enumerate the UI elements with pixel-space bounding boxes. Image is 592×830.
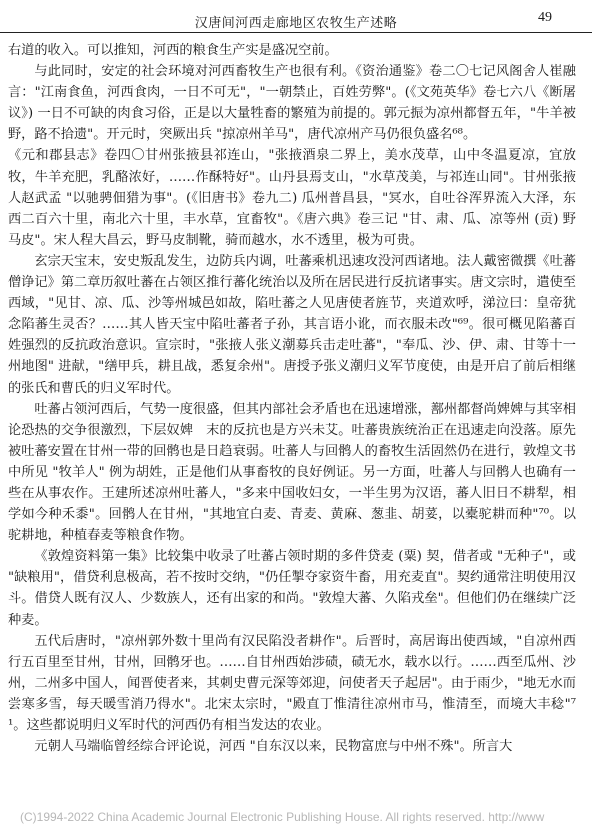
- paragraph-five-dynasties: 五代后唐时，"凉州郭外数十里尚有汉民陷没者耕作"。后晋时，高居诲出使西域，"自凉州西行五百里至甘州，甘州，回鹘牙也。……自甘州西始涉碛，碛无水，载水以行。……西至瓜州、沙州，二州多中国人，闻晋使者来，其刺史曹元深等郊迎，问使者天子起居"。由于雨少，"地无水而尝寒多雪，每天暖雪消乃得水"。北宋太宗时，"殿直丁惟清往凉州市马，惟清至，而境大丰稔"⁷¹。这些都说明归义军时代的河西仍有相当发达的农业。: [8, 633, 576, 733]
- page-number: 49: [538, 10, 552, 25]
- running-title: 汉唐间河西走廊地区农牧生产述略: [194, 16, 398, 31]
- paragraph-tibetan-decline: 吐蕃占领河西后，气势一度很盛，但其内部社会矛盾也在迅速增涨，鄯州都督尚婢婢与其宰相论恐热的交争很激烈，下层奴婢 末的反抗也是方兴未艾。吐蕃贵族统治正在迅速走向没落。原先被吐蕃安置在甘州一带的回鹘也是日趋衰弱。吐蕃人与回鹘人的畜牧生活固然仍在进行，敦煌文书中所见 "牧羊人" 例为胡姓，正是他们从事畜牧的良好例证。另一方面，吐蕃人与回鹘人也确有一些在从事农作。王建所述凉州吐蕃人，"多来中国收妇女，一半生男为汉语，蕃人旧日不耕犁，相学如今种禾黍"。回鹘人在甘州，"其地宜白麦、青麦、黄麻、葱韭、胡荽，以橐驼耕而种"⁷⁰。以驼耕地，种植春麦等粮食作物。: [8, 401, 576, 544]
- running-head: [0, 4, 592, 33]
- paragraph-tibetan-occupation: 玄宗天宝末，安史叛乱发生，边防兵内调，吐蕃乘机迅速攻没河西诸地。法人戴密微撰《吐蕃僧诤记》第二章历叙吐蕃在占领区推行蕃化统治以及所在居民进行反抗诸事实。唐文宗时，遣使至西域，"见甘、凉、瓜、沙等州城邑如故，陷吐蕃之人见唐使者旌节，夹道欢呼，涕泣曰：皇帝犹念陷蕃生灵否？……其人皆天宝中陷吐蕃者子孙，其言语小讹，而衣服未改"⁶⁹。很可概见陷蕃百姓强烈的反抗政治意识。宣宗时，"张掖人张义潮募兵击走吐蕃"，"奉瓜、沙、伊、肃、甘等十一州地图" 进献，"缮甲兵，耕且战，悉复余州"。唐授予张义潮归义军节度使，由是开启了前后相继的张氏和曹氏的归义军时代。: [8, 253, 576, 396]
- paragraph-qilian-mountain: 《元和郡县志》卷四〇甘州张掖县祁连山，"张掖酒泉二界上，美水茂草，山中冬温夏凉，宜放牧，牛羊充肥，乳酪浓好，……作酥特好"。山丹县焉支山，"水草茂美，与祁连山同"。甘州张掖人赵武孟 "以驰骋佃猎为事"。(《旧唐书》卷九二) 瓜州普昌县，"冥水，自吐谷浑界流入大泽，东西二百六十里，南北六十里，丰水草，宜畜牧"。《唐六典》卷三记 "甘、肃、瓜、凉等州 (贡) 野马皮"。宋人程大昌云，野马皮制靴，骑而越水，水不透里，极为可贵。: [8, 148, 576, 248]
- paragraph-loan-contracts: 《敦煌资料第一集》比较集中收录了吐蕃占领时期的多件贷麦 (粟) 契，借者或 "无种子"，或 "缺粮用"，借贷利息极高，若不按时交纳，"仍任掣夺家资牛畜，用充麦直"。契约通常注明使用汉斗。借贷人既有汉人、少数族人，还有出家的和尚。"敦煌大蕃、久陷戎垒"。但他们仍在继续广泛种麦。: [8, 549, 576, 628]
- copyright-watermark: (C)1994-2022 China Academic Journal Electronic Publishing House. All rights reserved. http://www: [20, 810, 545, 824]
- paragraph-continuation: 右道的收入。可以推知，河西的粮食生产实是盛况空前。: [8, 43, 338, 58]
- paragraph-livestock: 与此同时，安定的社会环境对河西畜牧生产也很有利。《资治通鉴》卷二〇七记风阁舍人崔融言："江南食鱼，河西食肉，一日不可无"，"一朝禁止，百姓劳弊"。(《文苑英华》卷七六八《断屠议》) 一日不可缺的肉食习俗，正是以大量牲畜的繁殖为前提的。郭元振为凉州都督五年，"牛羊被野，路不拾遗"。开元时，突厥出兵 "掠凉州羊马"，唐代凉州产马仍很负盛名⁶⁸。: [8, 64, 576, 143]
- body-text: [8, 40, 576, 757]
- paragraph-ma-duanlin: 元朝人马端临曾经综合评论说，河西 "自东汉以来，民物富庶与中州不殊"。所言大: [34, 739, 513, 755]
